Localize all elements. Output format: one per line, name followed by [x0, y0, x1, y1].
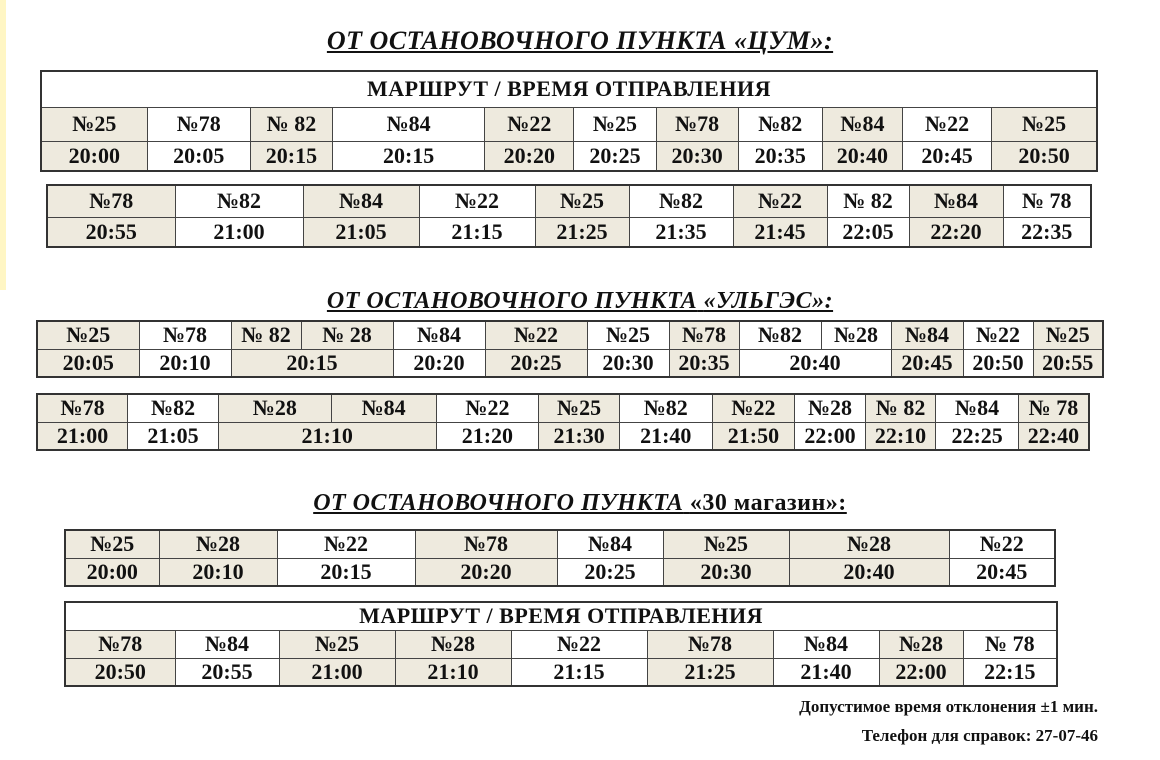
route-cell: №82 [738, 107, 822, 141]
route-cell: №25 [37, 321, 139, 349]
time-cell: 21:40 [773, 658, 879, 686]
time-cell: 20:30 [587, 349, 669, 377]
route-cell: № 78 [1018, 394, 1089, 422]
time-cell: 20:45 [902, 141, 991, 171]
time-cell: 20:25 [485, 349, 587, 377]
heading-stop: «ЦУМ»: [734, 26, 834, 55]
heading-prefix: ОТ ОСТАНОВОЧНОГО ПУНКТА [313, 490, 684, 516]
route-cell: №25 [539, 394, 620, 422]
time-cell: 20:05 [147, 141, 250, 171]
time-cell: 20:45 [891, 349, 963, 377]
route-cell: №25 [279, 630, 395, 658]
table-caption: МАРШРУТ / ВРЕМЯ ОТПРАВЛЕНИЯ [41, 71, 1097, 107]
route-cell: №25 [663, 530, 789, 558]
route-cell: №22 [485, 107, 574, 141]
route-cell: №84 [175, 630, 279, 658]
route-cell: №28 [395, 630, 511, 658]
section-heading-30-magazin [0, 490, 1160, 517]
route-cell: №84 [909, 185, 1003, 217]
time-cell: 20:15 [332, 141, 484, 171]
time-cell: 21:15 [419, 217, 535, 247]
route-cell: №78 [47, 185, 175, 217]
route-cell: №28 [795, 394, 866, 422]
time-cell: 21:00 [37, 422, 128, 450]
time-cell: 20:40 [789, 558, 949, 586]
time-cell: 20:20 [393, 349, 485, 377]
heading-stop: «30 магазин»: [689, 490, 847, 516]
route-cell: №82 [175, 185, 303, 217]
heading-prefix: ОТ ОСТАНОВОЧНОГО ПУНКТА [326, 288, 698, 314]
route-cell: №78 [647, 630, 773, 658]
route-cell: № 78 [963, 630, 1057, 658]
schedule-table-tsum-2 [46, 184, 1092, 248]
route-cell: №84 [891, 321, 963, 349]
route-cell: № 28 [301, 321, 393, 349]
route-cell: №22 [963, 321, 1033, 349]
route-cell: №84 [331, 394, 436, 422]
time-cell: 20:35 [738, 141, 822, 171]
time-cell: 20:20 [485, 141, 574, 171]
time-cell: 22:00 [879, 658, 963, 686]
route-cell: №22 [419, 185, 535, 217]
time-cell: 20:40 [822, 141, 902, 171]
route-cell: №28 [218, 394, 331, 422]
time-cell: 21:40 [619, 422, 712, 450]
route-cell: № 82 [865, 394, 936, 422]
route-cell: №25 [65, 530, 159, 558]
time-cell: 20:10 [139, 349, 231, 377]
route-cell: №84 [557, 530, 663, 558]
time-cell: 22:35 [1003, 217, 1091, 247]
schedule-table-30-magazin-2 [64, 601, 1058, 687]
route-cell: №28 [159, 530, 277, 558]
route-cell: № 82 [231, 321, 301, 349]
time-cell: 22:20 [909, 217, 1003, 247]
time-cell: 22:25 [936, 422, 1019, 450]
time-cell: 20:20 [415, 558, 557, 586]
route-cell: №82 [739, 321, 821, 349]
route-cell: №28 [821, 321, 891, 349]
time-cell: 20:50 [65, 658, 175, 686]
route-cell: №78 [415, 530, 557, 558]
route-cell: №84 [936, 394, 1019, 422]
route-cell: №22 [511, 630, 647, 658]
route-cell: №82 [619, 394, 712, 422]
time-cell: 21:05 [303, 217, 419, 247]
route-cell: №84 [773, 630, 879, 658]
time-cell: 20:00 [65, 558, 159, 586]
phone-note: Телефон для справок: 27-07-46 [861, 726, 1098, 745]
route-cell: №25 [574, 107, 656, 141]
time-cell: 21:00 [279, 658, 395, 686]
route-cell: №78 [669, 321, 739, 349]
schedule-table-ulges-1 [36, 320, 1104, 378]
schedule-table-ulges-2 [36, 393, 1090, 451]
route-cell: №22 [712, 394, 795, 422]
time-cell: 21:50 [712, 422, 795, 450]
time-cell: 20:55 [1033, 349, 1103, 377]
time-cell: 22:40 [1018, 422, 1089, 450]
time-cell: 20:25 [574, 141, 656, 171]
heading-stop: «УЛЬГЭС»: [703, 288, 834, 314]
route-cell: №84 [822, 107, 902, 141]
time-cell: 21:35 [629, 217, 733, 247]
route-cell: №22 [733, 185, 827, 217]
section-heading-ulges [0, 288, 1160, 315]
schedule-table-tsum-1 [40, 70, 1098, 172]
route-cell: №78 [147, 107, 250, 141]
route-cell: №25 [41, 107, 147, 141]
time-cell: 20:15 [277, 558, 415, 586]
route-cell: № 82 [827, 185, 909, 217]
route-cell: №78 [656, 107, 738, 141]
time-cell: 20:40 [739, 349, 891, 377]
route-cell: № 82 [250, 107, 332, 141]
route-cell: №25 [587, 321, 669, 349]
time-cell: 20:00 [41, 141, 147, 171]
time-cell: 21:25 [535, 217, 629, 247]
route-cell: №84 [332, 107, 484, 141]
time-cell: 21:30 [539, 422, 620, 450]
route-cell: №22 [485, 321, 587, 349]
time-cell: 20:15 [231, 349, 393, 377]
time-cell: 20:55 [175, 658, 279, 686]
time-cell: 20:10 [159, 558, 277, 586]
time-cell: 21:05 [128, 422, 219, 450]
route-cell: №22 [436, 394, 539, 422]
schedule-table-30-magazin-1 [64, 529, 1056, 587]
route-cell: №22 [277, 530, 415, 558]
time-cell: 22:15 [963, 658, 1057, 686]
route-cell: №78 [37, 394, 128, 422]
time-cell: 20:30 [663, 558, 789, 586]
time-cell: 20:55 [47, 217, 175, 247]
heading-prefix: ОТ ОСТАНОВОЧНОГО ПУНКТА [326, 26, 728, 55]
route-cell: №22 [902, 107, 991, 141]
time-cell: 21:15 [511, 658, 647, 686]
time-cell: 21:00 [175, 217, 303, 247]
time-cell: 20:15 [250, 141, 332, 171]
route-cell: №84 [303, 185, 419, 217]
time-cell: 20:30 [656, 141, 738, 171]
route-cell: №25 [1033, 321, 1103, 349]
route-cell: №82 [128, 394, 219, 422]
section-heading-tsum [0, 26, 1160, 56]
route-cell: № 78 [1003, 185, 1091, 217]
time-cell: 21:25 [647, 658, 773, 686]
route-cell: №78 [139, 321, 231, 349]
time-cell: 20:45 [949, 558, 1055, 586]
time-cell: 20:35 [669, 349, 739, 377]
route-cell: №25 [992, 107, 1097, 141]
route-cell: №28 [789, 530, 949, 558]
route-cell: №28 [879, 630, 963, 658]
time-cell: 21:45 [733, 217, 827, 247]
time-cell: 20:50 [992, 141, 1097, 171]
route-cell: №82 [629, 185, 733, 217]
route-cell: №25 [535, 185, 629, 217]
time-cell: 20:05 [37, 349, 139, 377]
time-cell: 20:25 [557, 558, 663, 586]
route-cell: №84 [393, 321, 485, 349]
time-cell: 21:10 [218, 422, 436, 450]
time-cell: 22:05 [827, 217, 909, 247]
route-cell: №22 [949, 530, 1055, 558]
time-cell: 21:10 [395, 658, 511, 686]
time-cell: 20:50 [963, 349, 1033, 377]
deviation-note: Допустимое время отклонения ±1 мин. [799, 697, 1098, 716]
time-cell: 22:00 [795, 422, 866, 450]
table-caption: МАРШРУТ / ВРЕМЯ ОТПРАВЛЕНИЯ [65, 602, 1057, 630]
route-cell: №78 [65, 630, 175, 658]
time-cell: 21:20 [436, 422, 539, 450]
time-cell: 22:10 [865, 422, 936, 450]
